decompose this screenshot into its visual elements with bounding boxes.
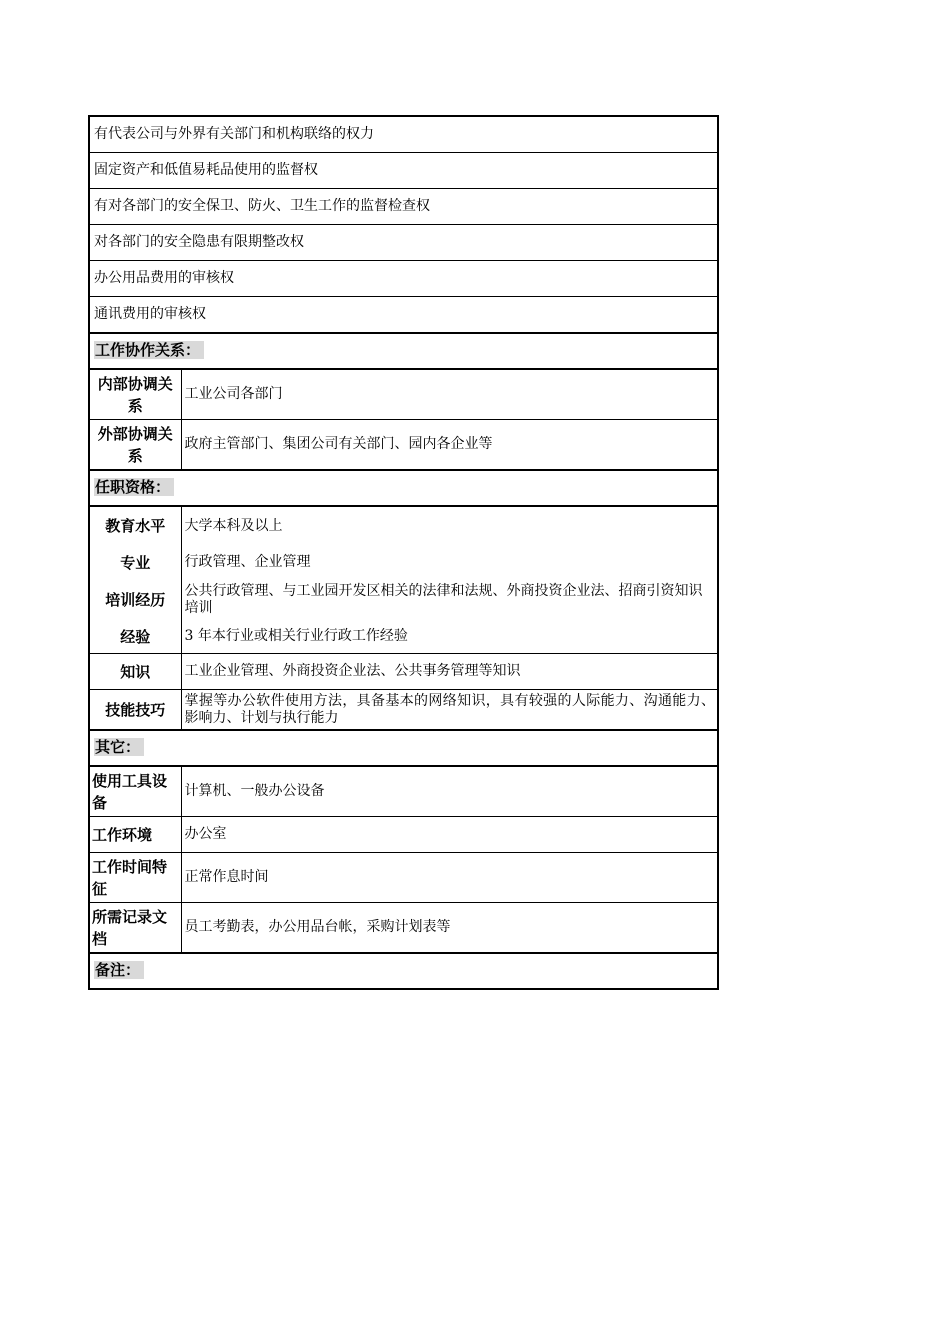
right-item: 对各部门的安全隐患有限期整改权 — [89, 225, 718, 261]
major-row — [89, 545, 718, 580]
collaboration-heading: 工作协作关系： — [94, 341, 204, 359]
right-item: 有对各部门的安全保卫、防火、卫生工作的监督检查权 — [89, 189, 718, 225]
external-coordination-row — [89, 420, 718, 471]
tools-label: 使用工具设备 — [89, 766, 181, 817]
internal-coordination-label: 内部协调关系 — [89, 369, 181, 420]
education-label: 教育水平 — [89, 506, 181, 545]
section-collaboration — [89, 333, 718, 369]
environment-row — [89, 817, 718, 853]
tools-value: 计算机、一般办公设备 — [181, 766, 718, 817]
records-row — [89, 903, 718, 954]
job-description-table — [88, 115, 719, 990]
environment-value: 办公室 — [181, 817, 718, 853]
education-value: 大学本科及以上 — [181, 506, 718, 545]
knowledge-row — [89, 654, 718, 690]
experience-value: 3 年本行业或相关行业行政工作经验 — [181, 620, 718, 654]
work-time-row — [89, 853, 718, 903]
qualification-heading: 任职资格： — [94, 478, 174, 496]
work-time-value: 正常作息时间 — [181, 853, 718, 903]
right-row-3 — [89, 189, 718, 225]
skills-row — [89, 690, 718, 731]
training-label: 培训经历 — [89, 580, 181, 620]
section-heading — [89, 953, 718, 989]
section-qualification — [89, 470, 718, 506]
section-remarks — [89, 953, 718, 989]
major-value: 行政管理、企业管理 — [181, 545, 718, 580]
training-value: 公共行政管理、与工业园开发区相关的法律和法规、外商投资企业法、招商引资知识培训 — [181, 580, 718, 620]
skills-value: 掌握等办公软件使用方法，具备基本的网络知识，具有较强的人际能力、沟通能力、影响力、计划与执行能力 — [181, 690, 718, 731]
other-heading: 其它： — [94, 738, 144, 756]
section-heading — [89, 333, 718, 369]
right-item: 有代表公司与外界有关部门和机构联络的权力 — [89, 116, 718, 153]
knowledge-label: 知识 — [89, 654, 181, 690]
records-value: 员工考勤表，办公用品台帐，采购计划表等 — [181, 903, 718, 954]
section-other — [89, 730, 718, 766]
right-item: 通讯费用的审核权 — [89, 297, 718, 334]
external-coordination-value: 政府主管部门、集团公司有关部门、园内各企业等 — [181, 420, 718, 471]
remarks-heading: 备注： — [94, 961, 144, 979]
right-row-5 — [89, 261, 718, 297]
work-time-label: 工作时间特征 — [89, 853, 181, 903]
right-row-1 — [89, 116, 718, 153]
right-item: 固定资产和低值易耗品使用的监督权 — [89, 153, 718, 189]
tools-row — [89, 766, 718, 817]
training-row — [89, 580, 718, 620]
experience-row — [89, 620, 718, 654]
job-description-form — [88, 115, 717, 990]
right-row-2 — [89, 153, 718, 189]
right-row-4 — [89, 225, 718, 261]
experience-label: 经验 — [89, 620, 181, 654]
skills-label: 技能技巧 — [89, 690, 181, 731]
internal-coordination-value: 工业公司各部门 — [181, 369, 718, 420]
environment-label: 工作环境 — [89, 817, 181, 853]
internal-coordination-row — [89, 369, 718, 420]
section-heading — [89, 730, 718, 766]
external-coordination-label: 外部协调关系 — [89, 420, 181, 471]
section-heading — [89, 470, 718, 506]
major-label: 专业 — [89, 545, 181, 580]
records-label: 所需记录文档 — [89, 903, 181, 954]
knowledge-value: 工业企业管理、外商投资企业法、公共事务管理等知识 — [181, 654, 718, 690]
right-item: 办公用品费用的审核权 — [89, 261, 718, 297]
education-row — [89, 506, 718, 545]
right-row-6 — [89, 297, 718, 334]
